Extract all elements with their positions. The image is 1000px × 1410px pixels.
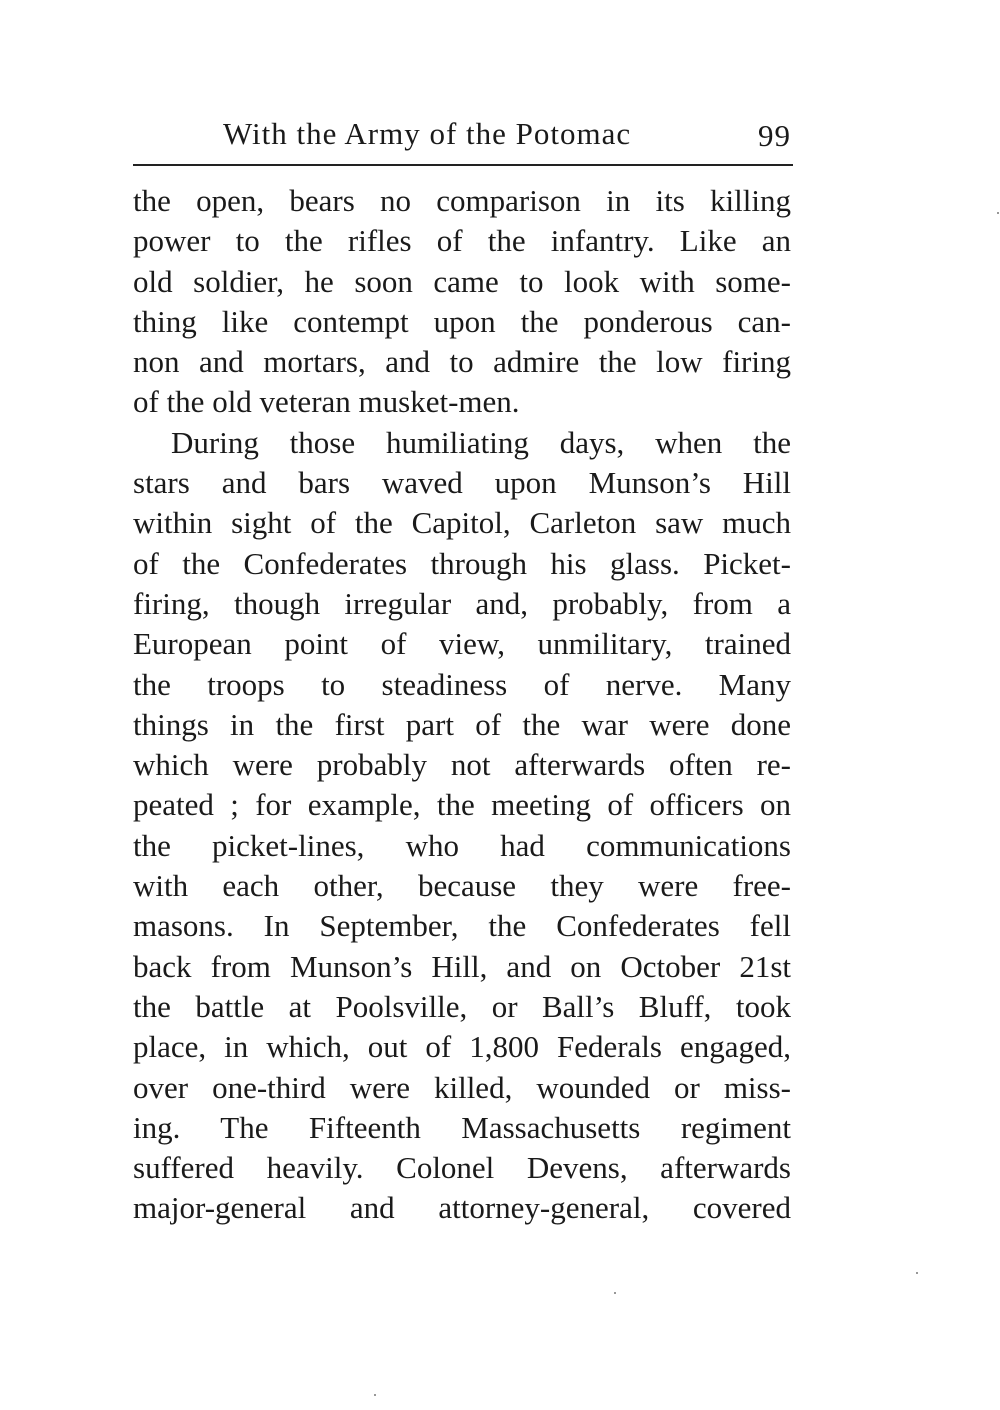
text-line: the picket-lines, who had communications [133,827,791,863]
text-line: During those humiliating days, when the [171,424,791,460]
text-line: masons. In September, the Confederates fell [133,908,791,944]
text-line: back from Munson’s Hill, and on October 21st [133,948,791,984]
text-line: stars and bars waved upon Munson’s Hill [133,465,791,501]
scan-speck [374,1394,376,1396]
text-line: the open, bears no comparison in its killing [133,183,791,218]
text-line: European point of view, unmilitary, trained [133,626,791,662]
text-line: ing. The Fifteenth Massachusetts regiment [133,1109,791,1145]
running-header [133,112,793,160]
text-line: thing like contempt upon the ponderous can- [133,303,791,339]
header-rule [133,164,793,166]
running-title: With the Army of the Potomac [223,116,632,151]
text-line: the troops to steadiness of nerve. Many [133,666,791,702]
text-line: over one-third were killed, wounded or miss- [133,1069,791,1105]
text-line: non and mortars, and to admire the low firing [133,344,791,380]
body-text [133,181,791,1229]
text-line: within sight of the Capitol, Carleton saw much [133,505,791,541]
text-line: things in the first part of the war were done [133,706,791,742]
text-line: power to the rifles of the infantry. Like an [133,223,791,259]
text-line: of the old veteran musket-men. [133,384,520,420]
text-line: peated ; for example, the meeting of officers on [133,787,791,823]
text-line: major-general and attorney-general, covered [133,1190,791,1226]
text-line: firing, though irregular and, probably, from a [133,585,791,621]
paragraph-2 [133,423,791,1229]
text-line: which were probably not afterwards often re- [133,747,791,783]
text-line: suffered heavily. Colonel Devens, afterwards [133,1150,791,1186]
paragraph-1 [133,181,791,423]
scan-speck [997,212,999,214]
scan-speck [916,1272,918,1274]
text-line: of the Confederates through his glass. Picket- [133,545,791,581]
text-line: with each other, because they were free- [133,868,791,904]
text-line: the battle at Poolsville, or Ball’s Bluff, took [133,988,791,1024]
scan-speck [614,1292,616,1294]
text-line: old soldier, he soon came to look with some- [133,263,791,299]
text-line: place, in which, out of 1,800 Federals engaged, [133,1029,791,1065]
page-number: 99 [758,118,791,153]
